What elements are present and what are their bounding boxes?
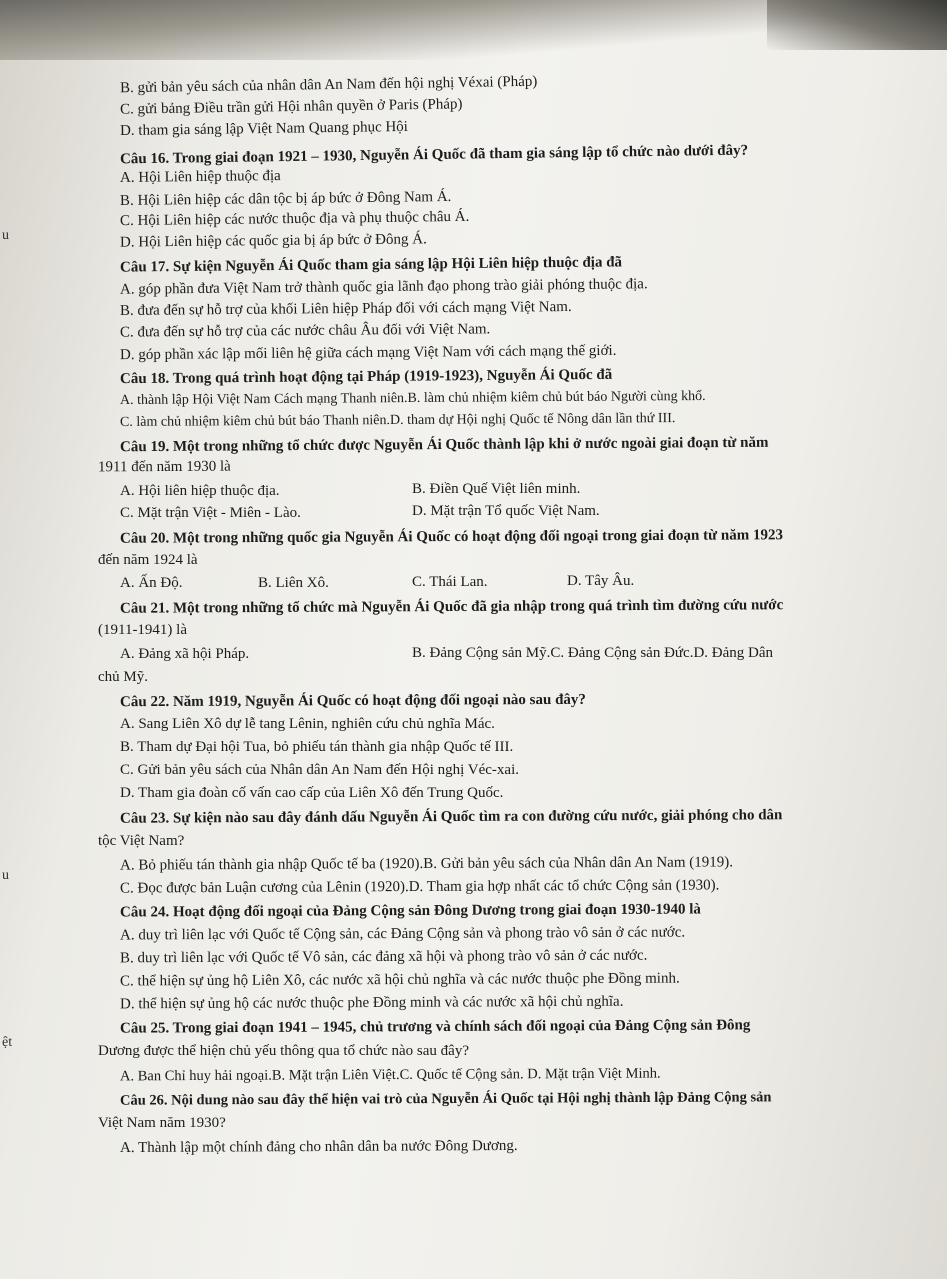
question-text: Câu 23. Sự kiện nào sau đây đánh dấu Nguyễn Ái Quốc tìm ra con đường cứu nước, giải phóng cho dân	[119, 807, 783, 827]
answer-option: A. Sang Liên Xô dự lễ tang Lênin, nghiên cứu chủ nghĩa Mác.	[120, 716, 495, 732]
answer-option: A. góp phần đưa Việt Nam trở thành quốc gia lãnh đạo phong trào giải phóng thuộc địa.	[119, 276, 648, 298]
question-text: Việt Nam năm 1930?	[98, 1115, 226, 1131]
answer-option: B. đưa đến sự hỗ trợ của khối Liên hiệp Pháp đối với cách mạng Việt Nam.	[119, 299, 572, 319]
question-text: Câu 17. Sự kiện Nguyễn Ái Quốc tham gia sáng lập Hội Liên hiệp thuộc địa đã	[119, 254, 623, 276]
answer-option: D. Mặt trận Tổ quốc Việt Nam.	[412, 503, 600, 519]
answer-option: D. Hội Liên hiệp các quốc gia bị áp bức ở Đông Á.	[119, 231, 427, 251]
answer-option: C. gửi bảng Điều trần gửi Hội nhân quyền ở Paris (Pháp)	[119, 96, 463, 118]
question-text: Câu 19. Một trong những tổ chức được Nguyễn Ái Quốc thành lập khi ở nước ngoài giai đoạn từ năm	[119, 434, 769, 456]
answer-option: C. Mặt trận Việt - Miên - Lào.	[120, 505, 301, 521]
answer-option: B. Tham dự Đại hội Tua, bỏ phiếu tán thành gia nhập Quốc tế III.	[120, 739, 514, 755]
answer-option: C. làm chủ nhiệm kiêm chủ bút báo Thanh niên.D. tham dự Hội nghị Quốc tế Nông dân lần thứ III.	[119, 411, 676, 430]
answer-option: D. tham gia sáng lập Việt Nam Quang phục Hội	[119, 118, 409, 140]
answer-option: B. Hội Liên hiệp các dân tộc bị áp bức ở Đông Nam Á.	[119, 188, 452, 210]
answer-option: D. Tây Âu.	[567, 573, 635, 589]
answer-option: B. gửi bản yêu sách của nhân dân An Nam đến hội nghị Véxai (Pháp)	[119, 73, 538, 97]
question-text: Câu 16. Trong giai đoạn 1921 – 1930, Nguyễn Ái Quốc đã tham gia sáng lập tổ chức nào dưới đây?	[119, 142, 749, 168]
answer-option: D. thể hiện sự ủng hộ các nước thuộc phe Đồng minh và các nước xã hội chủ nghĩa.	[119, 993, 624, 1013]
question-text: Câu 25. Trong giai đoạn 1941 – 1945, chủ trương và chính sách đối ngoại của Đảng Cộng sản Đông	[119, 1017, 751, 1037]
question-text: Câu 24. Hoạt động đối ngoại của Đảng Cộng sản Đông Dương trong giai đoạn 1930-1940 là	[119, 901, 701, 921]
answer-option: B. Điền Quế Việt liên minh.	[412, 481, 581, 497]
answer-option: A. Ấn Độ.	[120, 575, 183, 591]
answer-option: D. Tham gia đoàn cố vấn cao cấp của Liên Xô đến Trung Quốc.	[120, 785, 504, 801]
answer-option: B. Liên Xô.	[258, 575, 329, 591]
answer-option: A. Hội liên hiệp thuộc địa.	[120, 483, 280, 499]
answer-option: C. Hội Liên hiệp các nước thuộc địa và phụ thuộc châu Á.	[119, 208, 470, 230]
answer-option: B. Đảng Cộng sản Mỹ.C. Đảng Cộng sản Đức.D. Đảng Dân	[412, 645, 774, 661]
answer-option: C. đưa đến sự hỗ trợ của các nước châu Âu đối với Việt Nam.	[119, 321, 491, 341]
answer-option: A. Thành lập một chính đảng cho nhân dân ba nước Đông Dương.	[119, 1137, 518, 1157]
answer-option: C. Thái Lan.	[412, 574, 488, 590]
question-text: tộc Việt Nam?	[98, 833, 185, 849]
answer-option: A. Ban Chỉ huy hải ngoại.B. Mặt trận Liên Việt.C. Quốc tế Cộng sản. D. Mặt trận Việt Minh.	[119, 1065, 661, 1085]
answer-option: C. Đọc được bản Luận cương của Lênin (1920).D. Tham gia hợp nhất các tổ chức Cộng sản (1930).	[119, 877, 720, 897]
margin-fragment: ệt	[2, 1035, 13, 1050]
question-text: Câu 22. Năm 1919, Nguyễn Ái Quốc có hoạt động đối ngoại nào sau đây?	[119, 691, 586, 711]
margin-fragment: u	[2, 228, 9, 243]
answer-option: A. thành lập Hội Việt Nam Cách mạng Thanh niên.B. làm chủ nhiệm kiêm chủ bút báo Người cùng khổ.	[119, 388, 706, 409]
question-text: Câu 26. Nội dung nào sau đây thể hiện vai trò của Nguyễn Ái Quốc tại Hội nghị thành lập Đảng Cộng sản	[119, 1089, 772, 1109]
question-text: Câu 18. Trong quá trình hoạt động tại Pháp (1919-1923), Nguyễn Ái Quốc đã	[119, 366, 613, 388]
answer-option: C. Gửi bản yêu sách của Nhân dân An Nam đến Hội nghị Véc-xai.	[120, 762, 520, 778]
question-text: Dương được thể hiện chủ yếu thông qua tổ chức nào sau đây?	[98, 1043, 469, 1059]
answer-option: C. thể hiện sự ủng hộ Liên Xô, các nước xã hội chủ nghĩa và các nước thuộc phe Đồng minh.	[119, 970, 680, 990]
question-text: Câu 21. Một trong những tổ chức mà Nguyễn Ái Quốc đã gia nhập trong quá trình tìm đường cứu nước	[119, 597, 784, 617]
answer-option: B. duy trì liên lạc với Quốc tế Vô sản, các đảng xã hội và phong trào vô sản ở các nước.	[119, 947, 648, 967]
margin-fragment: u	[2, 868, 9, 883]
question-text: 1911 đến năm 1930 là	[97, 458, 231, 476]
answer-option: A. Đảng xã hội Pháp.	[120, 646, 250, 662]
answer-option: chủ Mỹ.	[98, 669, 148, 685]
answer-option: A. duy trì liên lạc với Quốc tế Cộng sản, các Đảng Cộng sản và phong trào vô sản ở các nước.	[119, 924, 686, 944]
answer-option: A. Bỏ phiếu tán thành gia nhập Quốc tế ba (1920).B. Gửi bản yêu sách của Nhân dân An Nam (1919).	[119, 854, 734, 874]
question-text: Câu 20. Một trong những quốc gia Nguyễn Ái Quốc có hoạt động đối ngoại trong giai đoạn từ năm 1923	[119, 527, 784, 547]
question-text: đến năm 1924 là	[98, 552, 198, 568]
question-text: (1911-1941) là	[98, 622, 188, 638]
answer-option: D. góp phần xác lập mối liên hệ giữa cách mạng Việt Nam với cách mạng thế giới.	[119, 342, 617, 364]
answer-option: A. Hội Liên hiệp thuộc địa	[119, 168, 281, 186]
